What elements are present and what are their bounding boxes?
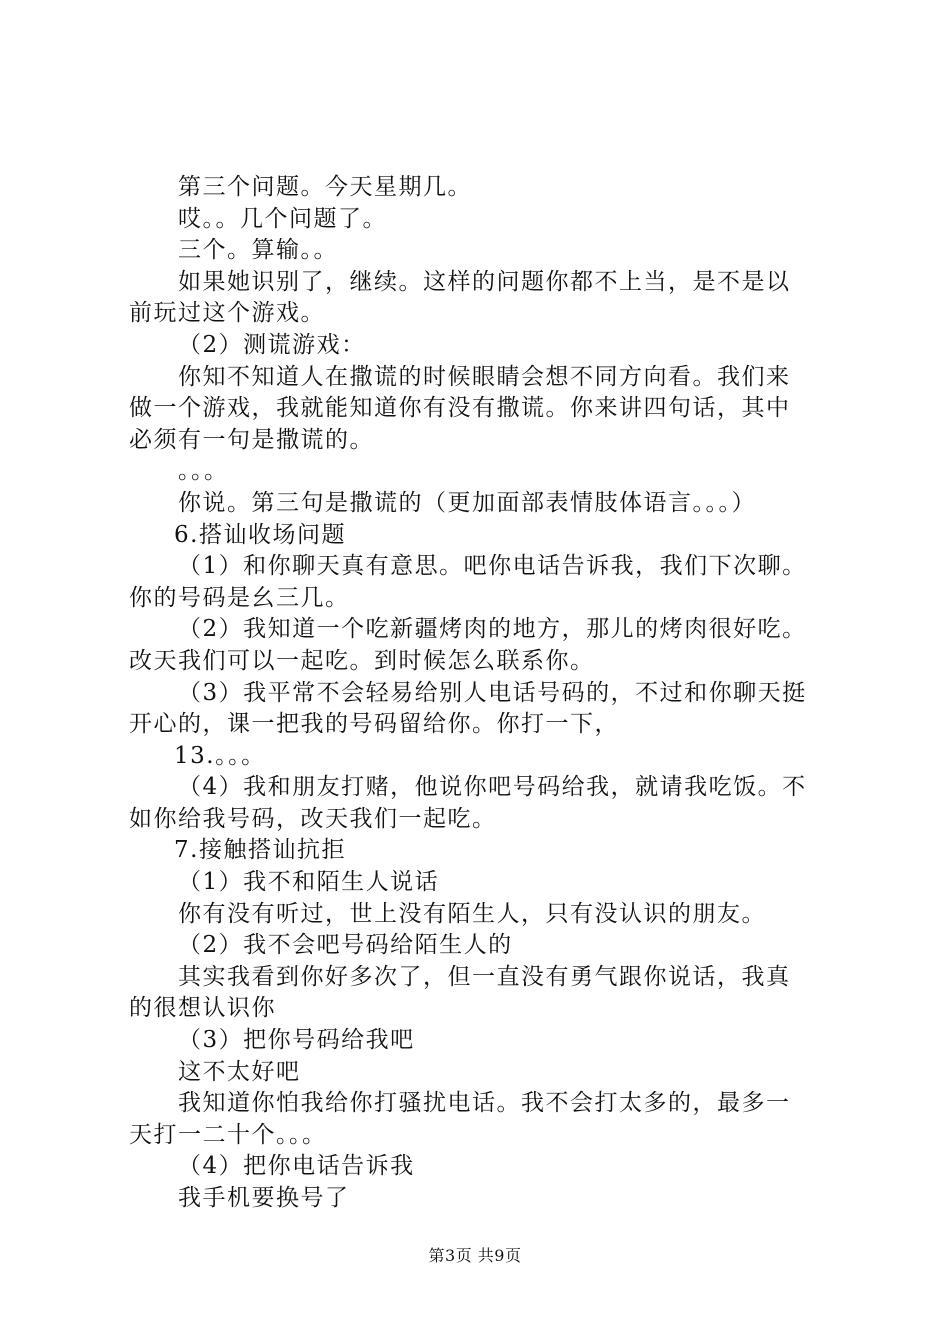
text-line: 天打一二十个。。。 (129, 1121, 327, 1148)
text-line: 如果她识别了，继续。这样的问题你都不上当，是不是以 (178, 268, 791, 295)
text-line: （2）测谎游戏： (178, 331, 366, 358)
text-line: 你有没有听过，世上没有陌生人，只有没认识的朋友。 (178, 900, 766, 927)
text-line: 。。。 (178, 458, 229, 485)
text-line: 这不太好吧 (178, 1058, 301, 1085)
text-line: 其实我看到你好多次了，但一直没有勇气跟你说话，我真 (178, 963, 791, 990)
text-line: 前玩过这个游戏。 (129, 300, 325, 327)
text-line: 你知不知道人在撒谎的时候眼睛会想不同方向看。我们来 (178, 363, 791, 390)
text-line: 第三个问题。今天星期几。 (178, 174, 472, 200)
section-heading: 6.搭讪收场问题 (174, 521, 346, 548)
text-line: 三个。算输。。 (178, 237, 338, 264)
text-line: 如你给我号码，改天我们一起吃。 (129, 805, 497, 832)
text-line: （3）我平常不会轻易给别人电话号码的，不过和你聊天挺 (178, 679, 807, 706)
document-body (129, 172, 833, 1215)
text-line: 的很想认识你 (129, 995, 276, 1022)
text-line: 改天我们可以一起吃。到时候怎么联系你。 (129, 647, 595, 674)
text-line: 做一个游戏，我就能知道你有没有撒谎。你来讲四句话，其中 (129, 395, 791, 422)
text-line: 13.。。。 (174, 742, 266, 769)
text-line: 我手机要换号了 (178, 1185, 350, 1211)
text-line: （4）我和朋友打赌，他说你吧号码给我，就请我吃饭。不 (178, 774, 807, 801)
text-line: （1）我不和陌生人说话 (178, 869, 440, 896)
text-line: 你说。第三句是撒谎的（更加面部表情肢体语言。。。） (178, 489, 756, 516)
text-line: （1）和你聊天真有意思。吧你电话告诉我，我们下次聊。 (178, 553, 807, 580)
text-line: 必须有一句是撒谎的。 (129, 426, 374, 453)
text-line: 我知道你怕我给你打骚扰电话。我不会打太多的，最多一 (178, 1090, 791, 1117)
page-footer: 第3页 共9页 (428, 1246, 522, 1265)
text-line: 开心的，课一把我的号码留给你。你打一下， (129, 711, 619, 738)
text-line: （2）我不会吧号码给陌生人的 (178, 932, 513, 959)
text-line: 你的号码是幺三几。 (129, 584, 350, 611)
text-line: （3）把你号码给我吧 (178, 1027, 415, 1054)
section-heading: 7.接触搭讪抗拒 (174, 837, 346, 864)
text-line: 哎。。几个问题了。 (178, 205, 387, 232)
text-line: （4）把你电话告诉我 (178, 1153, 415, 1180)
text-line: （2）我知道一个吃新疆烤肉的地方，那儿的烤肉很好吃。 (178, 616, 807, 643)
